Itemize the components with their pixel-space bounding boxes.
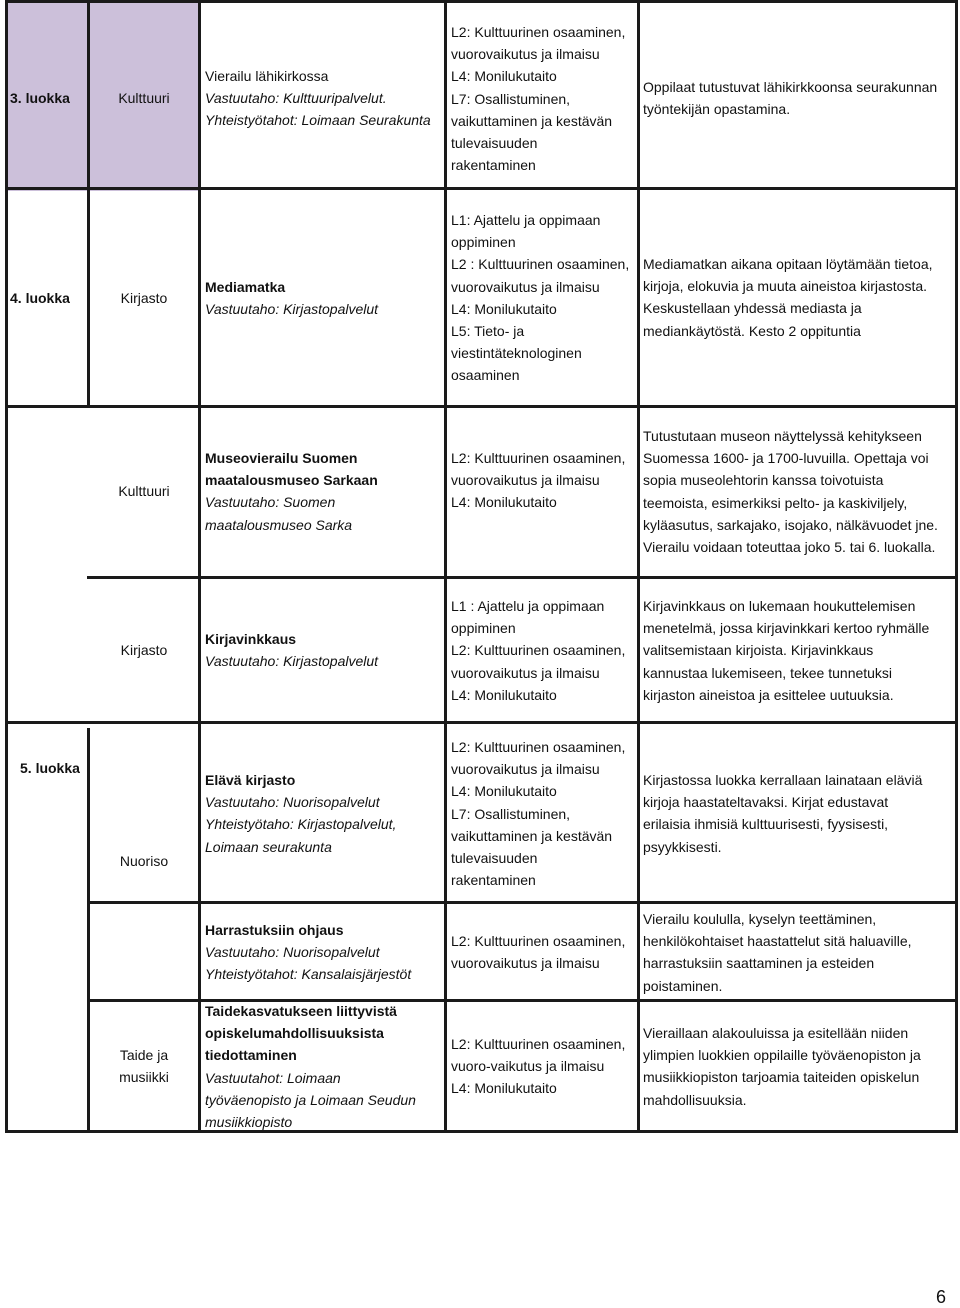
activity-title: Taidekasvatukseen liittyvistä [205,1003,397,1019]
grade-label: 4. luokka [10,290,70,306]
goal-line: L4: Monilukutaito [451,686,557,703]
activity-cell [205,65,431,132]
domain-label [90,1044,198,1088]
description-cell [643,769,954,858]
goal-line: L2: Kulttuurinen osaaminen, [451,24,626,40]
domain-label-line: musiikki [119,1069,169,1086]
domain-label: Kirjasto [120,290,168,306]
domain-label-line: Taide ja [119,1047,169,1063]
description-cell [643,253,954,342]
activity-responsible: musiikkiopisto [205,1114,293,1131]
description-line: henkilökohtaiset haastattelut sitä haluaville, [643,933,912,950]
goal-line: L2: Kulttuurinen osaaminen, [451,450,626,466]
goal-line: L7: Osallistuminen, [451,805,571,822]
goal-line: L2: Kulttuurinen osaaminen, [451,739,626,755]
goal-line: oppiminen [451,234,516,251]
goals-cell [451,447,625,514]
description-line-text: Keskustellaan yhdessä mediasta ja [643,300,862,317]
goal-line: L2: Kulttuurinen osaaminen, [451,933,626,949]
goals-cell [451,930,625,974]
description-line: Suomessa 1600- ja 1700-luvuilla. Opettaja voi [643,450,929,467]
goal-line: rakentaminen [451,872,536,889]
activity-title: maatalousmuseo Sarkaan [205,472,378,489]
activity-responsible: Vastuutaho: Kulttuuripalvelut. [205,90,387,107]
domain-label: Nuoriso [119,853,169,869]
description-line: Kirjastossa luokka kerrallaan lainataan eläviä [643,772,923,788]
goal-line: rakentaminen [451,157,536,174]
description-line: valitsemistaan kirjoista. Kirjavinkkaus [643,642,874,659]
activity-title: Kirjavinkkaus [205,631,297,647]
description-cell [643,1022,954,1111]
activity-cell [205,769,396,858]
description-line: Mediamatkan aikana opitaan löytämään tietoa, [643,256,933,272]
activity-title: Vierailu lähikirkossa [205,68,329,84]
activity-cell [205,276,378,320]
goal-line: tulevaisuuden [451,850,538,867]
activity-responsible: Vastuutaho: Suomen [205,494,336,511]
goal-line: L1: Ajattelu ja oppimaan [451,212,601,228]
description-cell [643,595,954,706]
goal-line: L7: Osallistuminen, [451,90,571,107]
description-line: työntekijän opastamina. [643,101,791,118]
goal-line: L2 : Kulttuurinen osaaminen, [451,256,630,273]
page-number: 6 [936,1287,947,1307]
goal-line: L2: Kulttuurinen osaaminen, [451,1036,626,1052]
description-line: kirjoja haastateltavaksi. Kirjat edustavat [643,794,889,811]
goal-line: vuoro-vaikutus ja ilmaisu [451,1058,605,1075]
activity-responsible: Vastuutaho: Kirjastopalvelut [205,301,379,318]
activity-title: Museovierailu Suomen [205,450,358,466]
goal-line: vaikuttaminen ja kestävän [451,827,613,844]
activity-partners: Yhteistyötahot: Kansalaisjärjestöt [205,966,412,983]
description-line: Oppilaat tutustuvat lähikirkkoonsa seurakunnan [643,79,938,95]
goal-line: L4: Monilukutaito [451,783,557,800]
goal-line: L1 : Ajattelu ja oppimaan [451,598,605,614]
description-line [643,297,954,319]
activity-title: opiskelumahdollisuuksista [205,1025,384,1042]
goal-line: vuorovaikutus ja ilmaisu [451,46,600,63]
goal-line: L4: Monilukutaito [451,494,557,511]
domain-label: Kirjasto [120,642,168,658]
goal-line: tulevaisuuden [451,135,538,152]
description-cell [643,76,937,120]
goal-line: L4: Monilukutaito [451,68,557,85]
goal-line: viestintäteknologinen [451,345,582,362]
description-line: erilaisia ihmisiä kulttuurisesti, fyysisesti, [643,816,889,833]
description-line: poistaminen. [643,977,723,994]
description-line: Vieraillaan alakouluissa ja esitellään niiden [643,1025,909,1041]
description-line: harrastuksiin saattaminen ja esteiden [643,955,875,972]
activity-responsible: Vastuutaho: Nuorisopalvelut [205,944,380,961]
description-line: menetelmä, jossa kirjavinkkari kertoo ryhmälle [643,620,930,637]
activity-title: Elävä kirjasto [205,772,296,788]
description-line: mahdollisuuksia. [643,1091,747,1108]
goal-line: vuorovaikutus ja ilmaisu [451,278,600,295]
description-line: sopia museolehtorin kanssa toivotuista [643,472,884,489]
description-line: kannustaa lukemiseen, tekee tunnetuksi [643,664,893,681]
description-line: Kirjavinkkaus on lukemaan houkuttelemisen [643,598,916,614]
activity-partners: Yhteistyötaho: Kirjastopalvelut, [205,816,397,833]
goals-cell [451,21,625,176]
description-line: kyläasutus, sarkajako, isojako, nälkävuodet jne. [643,516,938,533]
activity-cell [205,919,411,986]
description-line: Vierailu voidaan toteuttaa joko 5. tai 6. luokalla. [643,539,936,556]
goals-cell [451,209,629,387]
goal-line: L2: Kulttuurinen osaaminen, [451,642,626,659]
goal-line: vaikuttaminen ja kestävän [451,112,613,129]
activity-title: Mediamatka [205,279,286,295]
activity-cell [205,628,378,672]
goal-line: L4: Monilukutaito [451,1080,557,1097]
activity-responsible: Vastuutaho: Kirjastopalvelut [205,653,379,670]
goal-line: oppiminen [451,620,516,637]
description-cell [643,425,954,558]
goal-line: vuorovaikutus ja ilmaisu [451,664,600,681]
activity-title: tiedottaminen [205,1047,297,1064]
goals-cell [451,595,625,706]
description-line: mediankäytöstä. Kesto 2 oppituntia [643,322,861,339]
activity-partners: Loimaan seurakunta [205,838,332,855]
grade-label: 5. luokka [20,760,80,776]
description-cell [643,908,954,997]
description-line: psyykkisesti. [643,838,722,855]
goal-line: L5: Tieto- ja [451,323,525,340]
activity-partners: Yhteistyötahot: Loimaan Seurakunta [205,112,431,129]
goals-cell [451,736,625,891]
domain-label: Kulttuuri [118,483,170,499]
grade-label: 3. luokka [10,90,70,106]
description-line: kirjoja, elokuvia ja muuta aineistoa kirjastosta. [643,278,928,295]
description-line: kirjaston aineistoa ja esittelee uutuuksia. [643,686,894,703]
goal-line: vuorovaikutus ja ilmaisu [451,761,600,778]
activity-responsible: maatalousmuseo Sarka [205,516,353,533]
activity-responsible: Vastuutahot: Loimaan [205,1069,341,1086]
activity-cell [205,1000,416,1133]
domain-label: Kulttuuri [118,90,170,106]
description-line: ylimpien luokkien oppilaille työväenopiston ja [643,1047,921,1064]
activity-title: Harrastuksiin ohjaus [205,922,344,938]
description-line: musiikkiopiston tarjoamia taiteiden opiskelun [643,1069,920,1086]
goal-line: osaaminen [451,367,520,384]
goal-line: vuorovaikutus ja ilmaisu [451,472,600,489]
activity-responsible: työväenopisto ja Loimaan Seudun [205,1091,416,1108]
description-line: Tutustutaan museon näyttelyssä kehitykseen [643,428,922,444]
goals-cell [451,1033,625,1100]
goal-line: L4: Monilukutaito [451,300,557,317]
activity-responsible: Vastuutaho: Nuorisopalvelut [205,794,380,811]
goal-line: vuorovaikutus ja ilmaisu [451,955,600,972]
description-line: Vierailu koululla, kyselyn teettäminen, [643,911,877,927]
description-line: teemoista, esimerkiksi pelto- ja kaskiviljely, [643,494,908,511]
activity-cell [205,447,378,536]
